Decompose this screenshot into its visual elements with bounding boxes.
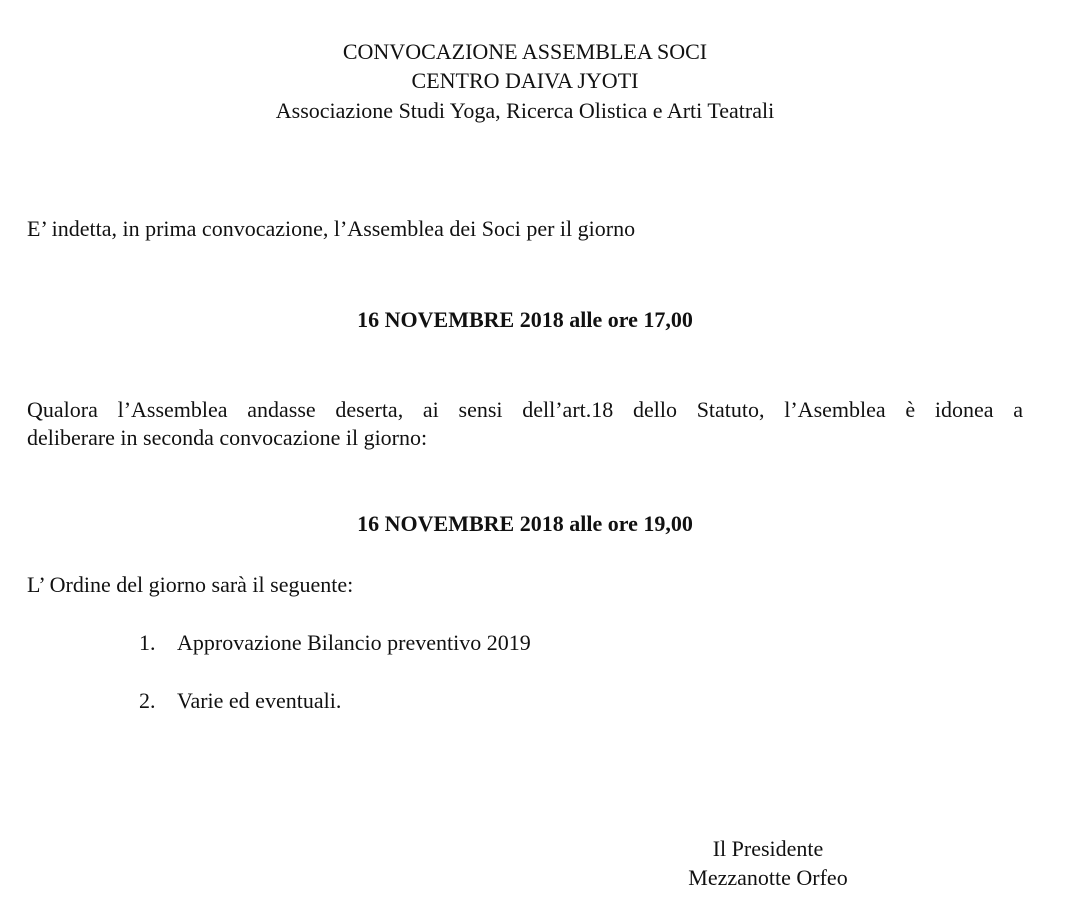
agenda-intro: L’ Ordine del giorno sarà il seguente: [27,572,354,597]
agenda-item-text: Varie ed eventuali. [177,688,342,713]
second-paragraph-line-1: Qualora l’Assemblea andasse deserta, ai sensi dell’art.18 dello Statuto, l’Asemblea è idonea a [27,397,1023,422]
first-convocation-date: 16 NOVEMBRE 2018 alle ore 17,00 [357,307,693,332]
signature-name: Mezzanotte Orfeo [688,865,848,890]
second-paragraph-line-2: deliberare in seconda convocazione il giorno: [27,425,428,450]
agenda-item-number: 1. [139,630,156,655]
agenda-item-text: Approvazione Bilancio preventivo 2019 [177,630,531,655]
agenda-item [139,687,341,715]
header-subtitle: Associazione Studi Yoga, Ricerca Olistica e Arti Teatrali [275,98,775,123]
intro-paragraph: E’ indetta, in prima convocazione, l’Assemblea dei Soci per il giorno [27,216,636,241]
second-convocation-date: 16 NOVEMBRE 2018 alle ore 19,00 [357,511,693,536]
agenda-item [139,629,531,657]
second-convocation-paragraph [27,396,1023,452]
agenda-item-number: 2. [139,688,156,713]
header-organization: CENTRO DAIVA JYOTI [411,68,639,93]
signature-title: Il Presidente [712,836,824,861]
header-title: CONVOCAZIONE ASSEMBLEA SOCI [342,39,708,64]
